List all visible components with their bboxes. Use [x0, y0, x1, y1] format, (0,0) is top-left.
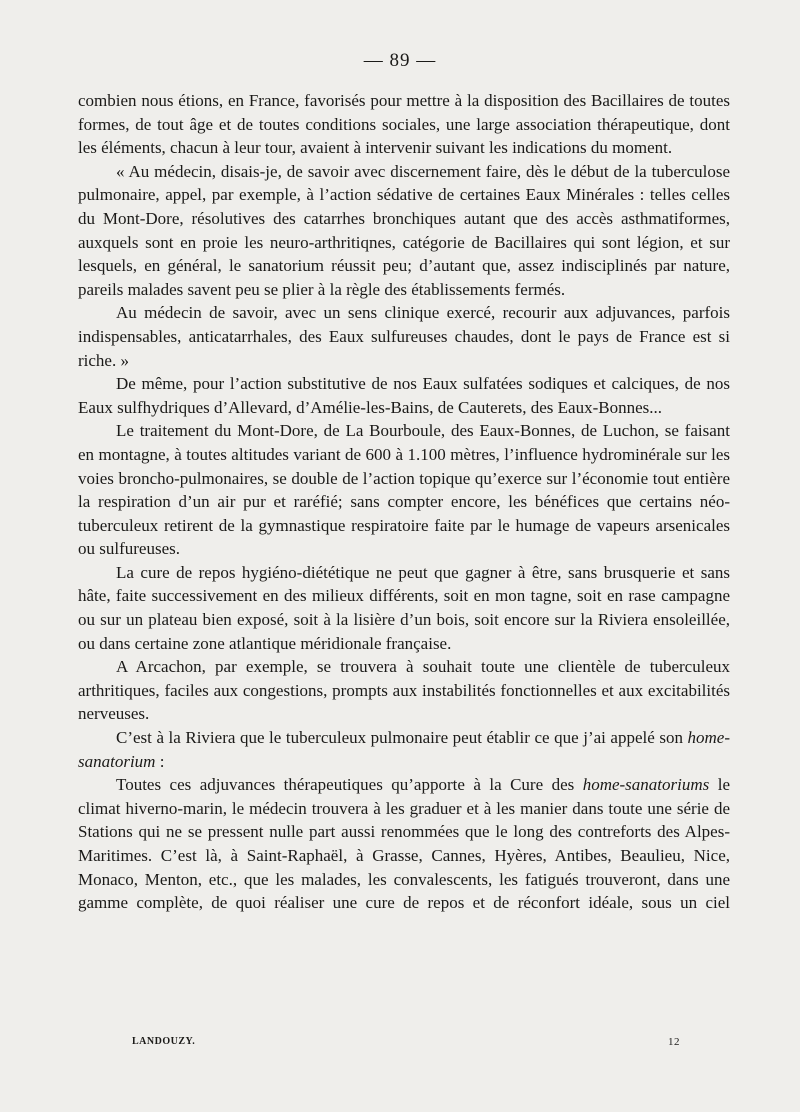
signature-mark: 12 [668, 1036, 680, 1048]
page-number: — 89 — [363, 50, 437, 71]
paragraph-5: Le traitement du Mont-Dore, de La Bourboule, des Eaux-Bonnes, de Luchon, se faisant en montagne, à toutes altitudes variant de 600 à 1.100 mètres, l’influence hydrominérale sur les voies broncho-pulmonaires, se double de l’action topique qu’exerce sur l’économie tout entière la respiration d’un air pur et raréfié; sans compter encore, les bénéfices que certains néo-tuberculeux retirent de la gymnastique respiratoire faite par le humage de vapeurs arsenicales ou sulfureuses. [78, 421, 730, 559]
paragraph-8-end: : [155, 751, 165, 771]
body-text [78, 89, 730, 915]
home-sanatoriums-term: home-sanatoriums [582, 775, 710, 795]
paragraph-9-text: Toutes ces adjuvances thérapeutiques qu’apporte à la Cure des [116, 775, 583, 795]
paragraph-8 [78, 726, 730, 773]
paragraph-3: Au médecin de savoir, avec un sens clinique exercé, recourir aux adjuvances, parfois indispensables, anticatarrhales, des Eaux sulfureuses chaudes, dont le pays de France est si riche. » [78, 303, 730, 370]
paragraph-1: combien nous étions, en France, favorisés pour mettre à la disposition des Bacillaires de toutes formes, de tout âge et de toutes conditions sociales, une large association thérapeutique, dont les éléments, chacun à leur tour, avaient à intervenir suivant les indications du moment. [78, 91, 730, 158]
paragraph-4: De même, pour l’action substitutive de nos Eaux sulfatées sodiques et calciques, de nos Eaux sulfhydriques d’Allevard, d’Amélie-les-Bains, de Cauterets, des Eaux-Bonnes... [78, 374, 730, 417]
paragraph-8-text: C’est à la Riviera que le tuberculeux pulmonaire peut établir ce que j’ai appelé son [116, 728, 688, 748]
paragraph-7: A Arcachon, par exemple, se trouvera à souhait toute une clientèle de tuberculeux arthritiques, faciles aux congestions, prompts aux instabilités fonctionnelles et aux excitabilités nerveuses. [78, 657, 730, 724]
paragraph-9-rest: le climat hiverno-marin, le médecin trouvera à les graduer et à les manier dans toute une série de Stations qui ne se pressent nulle part aussi renommées que le long des contreforts des Alpes-Maritimes. C’est là, à Saint-Raphaël, à Grasse, Cannes, Hyères, Antibes, Beaulieu, Nice, Monaco, Menton, etc., que les malades, les convalescents, les fatigués trouveront, dans une gamme complète, de quoi réaliser une cure de repos et de réconfort idéale, sous un ciel [78, 775, 730, 913]
footer-author: LANDOUZY. [132, 1036, 196, 1047]
paragraph-6: La cure de repos hygiéno-diététique ne peut que gagner à être, sans brusquerie et sans hâte, faite successivement en des milieux différents, soit en mon tagne, soit en rase campagne ou sur un plateau bien exposé, soit à la lisière d’un bois, soit encore sur la Riviera ensoleillée, ou dans certaine zone atlantique méridionale française. [78, 562, 730, 653]
home-sanatorium-term: home-sanatorium [78, 728, 730, 771]
paragraph-2: « Au médecin, disais-je, de savoir avec discernement faire, dès le début de la tuberculose pulmonaire, appel, par exemple, à l’action sédative de certaines Eaux Minérales : telles celles du Mont-Dore, résolutives des catarrhes bronchiques autant que des accès asthmatiformes, auxquels sont en proie les neuro-arthritiqnes, catégorie de Bacillaires qui sont légion, et sur lesquels, en général, le sanatorium réussit peu; d’autant que, assez indisciplinés par nature, pareils malades savent peu se plier à la règle des établissements fermés. [78, 161, 730, 299]
paragraph-9 [78, 773, 730, 915]
